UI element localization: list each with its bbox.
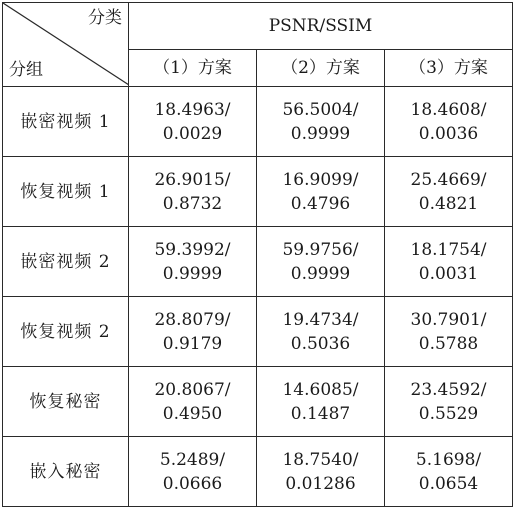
value-cell: 28.8079/ 0.9179 — [129, 297, 257, 367]
value-cell: 14.6085/ 0.1487 — [257, 367, 385, 437]
value-cell: 19.4734/ 0.5036 — [257, 297, 385, 367]
table-row — [3, 437, 513, 507]
value-cell: 23.4592/ 0.5529 — [385, 367, 513, 437]
results-table — [2, 2, 513, 507]
value-cell: 18.4608/ 0.0036 — [385, 87, 513, 157]
value-cell: 25.4669/ 0.4821 — [385, 157, 513, 227]
value-cell: 59.3992/ 0.9999 — [129, 227, 257, 297]
scheme-header: （2）方案 — [257, 50, 385, 87]
value-cell: 16.9099/ 0.4796 — [257, 157, 385, 227]
table-row — [3, 87, 513, 157]
row-label: 恢复视频 1 — [3, 157, 129, 227]
value-cell: 56.5004/ 0.9999 — [257, 87, 385, 157]
category-label: 分类 — [88, 8, 122, 28]
header-row — [3, 3, 513, 50]
value-cell: 20.8067/ 0.4950 — [129, 367, 257, 437]
table-row — [3, 227, 513, 297]
value-cell: 30.7901/ 0.5788 — [385, 297, 513, 367]
value-cell: 5.2489/ 0.0666 — [129, 437, 257, 507]
group-label: 分组 — [9, 60, 43, 80]
value-cell: 59.9756/ 0.9999 — [257, 227, 385, 297]
row-label: 恢复秘密 — [3, 367, 129, 437]
table-row — [3, 157, 513, 227]
table-row — [3, 367, 513, 437]
scheme-header: （3）方案 — [385, 50, 513, 87]
value-cell: 5.1698/ 0.0654 — [385, 437, 513, 507]
value-cell: 18.4963/ 0.0029 — [129, 87, 257, 157]
value-cell: 26.9015/ 0.8732 — [129, 157, 257, 227]
row-label: 嵌密视频 2 — [3, 227, 129, 297]
corner-cell — [3, 3, 129, 87]
row-label: 恢复视频 2 — [3, 297, 129, 367]
metric-header: PSNR/SSIM — [129, 3, 513, 50]
row-label: 嵌入秘密 — [3, 437, 129, 507]
value-cell: 18.1754/ 0.0031 — [385, 227, 513, 297]
value-cell: 18.7540/ 0.01286 — [257, 437, 385, 507]
table-row — [3, 297, 513, 367]
scheme-header: （1）方案 — [129, 50, 257, 87]
row-label: 嵌密视频 1 — [3, 87, 129, 157]
